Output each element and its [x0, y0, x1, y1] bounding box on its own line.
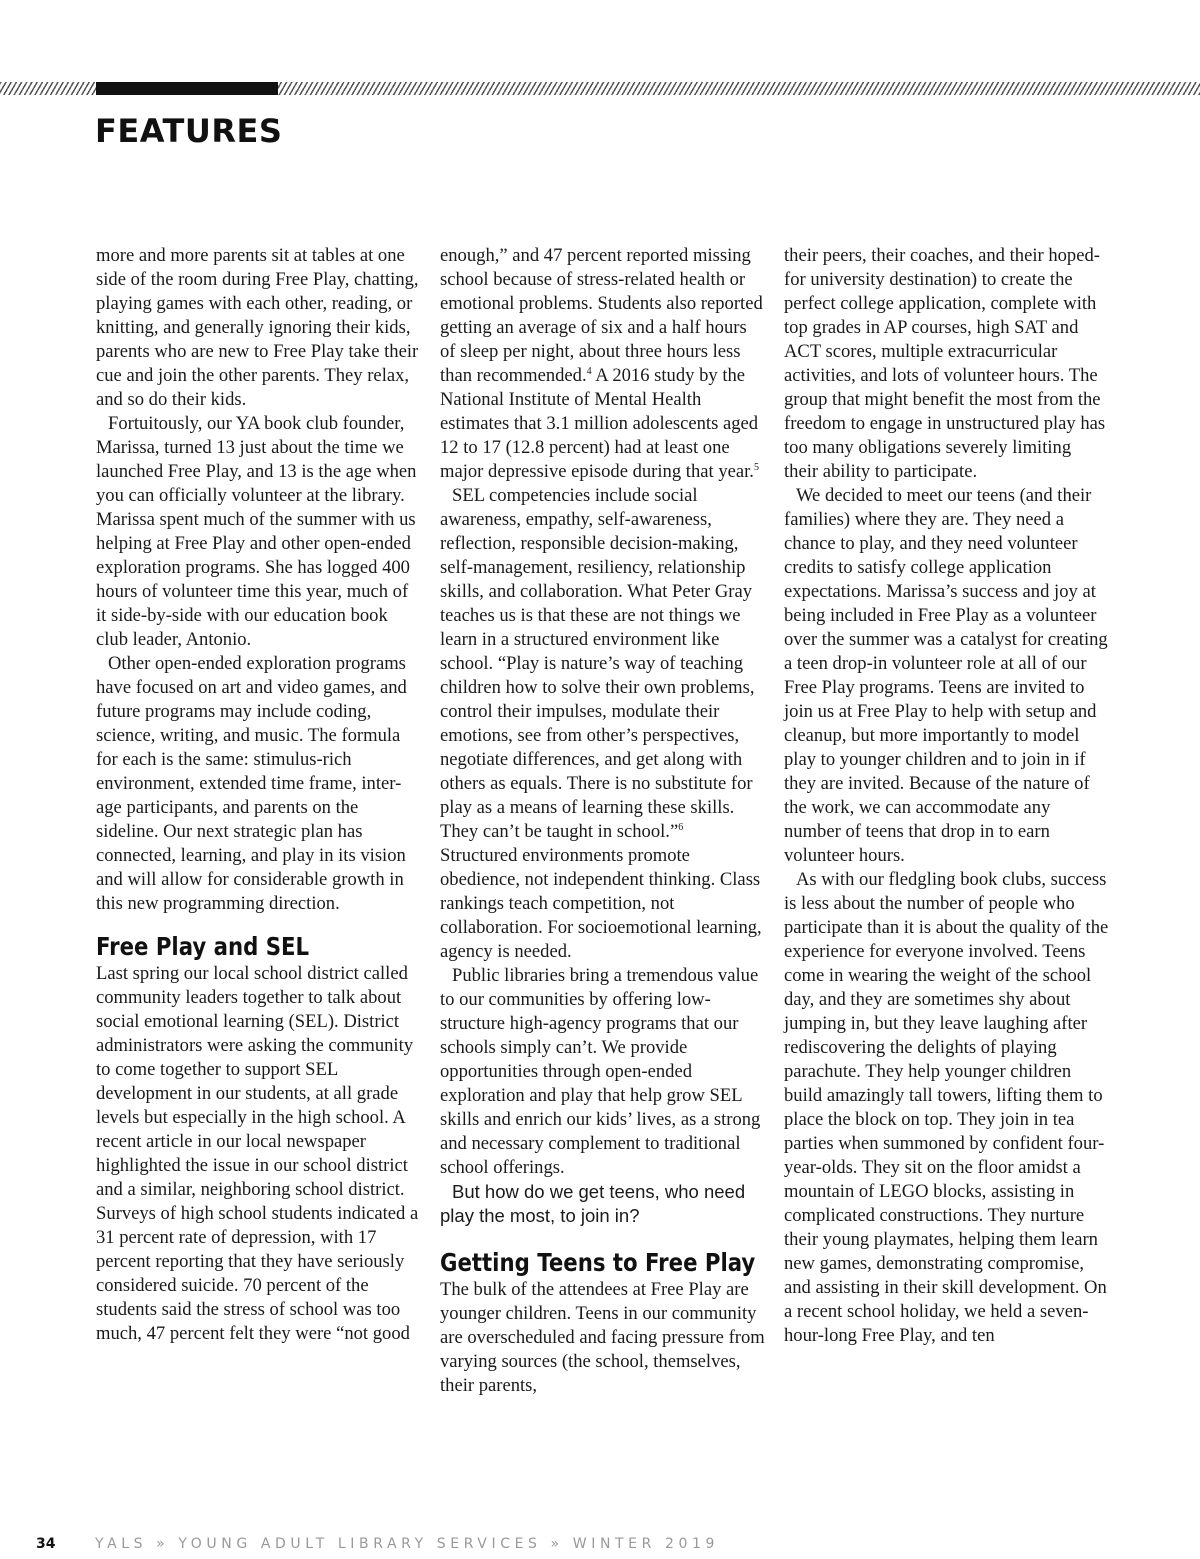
- paragraph: But how do we get teens, who need play the most, to join in?: [440, 1181, 746, 1226]
- paragraph: As with our fledgling book clubs, success is less about the number of people who participate than it is about the quality of the experience for everyone involved. Teens come in wearing the weight of the school day, and they are sometimes shy about jumping in, but they leave laughing after rediscovering the delights of playing parachute. They help younger children build amazingly tall towers, lifting them to place the block on top. They join in tea parties when summoned by confident four-year-olds. They sit on the floor amidst a mountain of LEGO blocks, assisting in complicated constructions. They nurture their young playmates, helping them learn new games, demonstrating compromise, and assisting in their skill development. On a recent school holiday, we held a seven-hour-long Free Play, and ten: [784, 869, 1109, 1346]
- paragraph: Fortuitously, our YA book club founder, Marissa, turned 13 just about the time we launched Free Play, and 13 is the age when you can officially volunteer at the library. Marissa spent much of the summer with us helping at Free Play and other open-ended exploration programs. She has logged 400 hours of volunteer time this year, much of it side-by-side with our education book club leader, Antonio.: [96, 413, 417, 650]
- text-run: A 2016 study by the National Institute of Mental Health estimates that 3.1 million adolescents aged 12 to 17 (12.8 percent) had at least one major depressive episode during that year.: [440, 365, 759, 482]
- footnote-ref: 5: [753, 461, 759, 473]
- text-column-3: [784, 244, 1109, 1348]
- paragraph: The bulk of the attendees at Free Play are younger children. Teens in our community are overscheduled and facing pressure from varying sources (the school, themselves, their parents,: [440, 1279, 765, 1396]
- footnote-ref: 4: [586, 365, 592, 377]
- paragraph: Public libraries bring a tremendous value to our communities by offering low-structure high-agency programs that our schools simply can’t. We provide opportunities through open-ended exploration and play that help grow SEL skills and enrich our kids’ lives, as a strong and necessary complement to traditional school offerings.: [440, 965, 761, 1178]
- page-number: 34: [36, 1536, 56, 1552]
- footnote-ref: 6: [678, 821, 684, 833]
- text-run: Structured environments promote obedience, not independent thinking. Class rankings teach competition, not collaboration. For socioemotional learning, agency is needed.: [440, 845, 762, 962]
- section-heading-free-play-sel: Free Play and SEL: [96, 932, 310, 961]
- page-footer: [36, 1536, 1200, 1556]
- text-column-1: [96, 244, 421, 1346]
- paragraph: their peers, their coaches, and their hoped-for university destination) to create the perfect college application, complete with top grades in AP courses, high SAT and ACT scores, multiple extracurricular activities, and lots of volunteer hours. The group that might benefit the most from the freedom to engage in unstructured play has too many obligations severely limiting their ability to participate.: [784, 245, 1106, 482]
- paragraph: Other open-ended exploration programs have focused on art and video games, and future programs may include coding, science, writing, and music. The formula for each is the same: stimulus-rich environment, extended time frame, inter-age participants, and parents on the sideline. Our next strategic plan has connected, learning, and play in its vision and will allow for considerable growth in this new programming direction.: [96, 653, 407, 914]
- text-run: enough,” and 47 percent reported missing school because of stress-related health or emotional problems. Students also reported getting an average of six and a half hours of sleep per night, about three hours less than recommended.: [440, 245, 763, 386]
- paragraph: Last spring our local school district called community leaders together to talk about social emotional learning (SEL). District administrators were asking the community to come together to support SEL development in our students, at all grade levels but especially in the high school. A recent article in our local newspaper highlighted the issue in our school district and a similar, neighboring school district. Surveys of high school students indicated a 31 percent rate of depression, with 17 percent reporting that they have seriously considered suicide. 70 percent of the students said the stress of school was too much, 47 percent felt they were “not good: [96, 963, 419, 1344]
- text-column-2: [440, 244, 765, 1398]
- paragraph: [440, 484, 765, 964]
- running-head: YALS » YOUNG ADULT LIBRARY SERVICES » WINTER 2019: [95, 1536, 720, 1552]
- paragraph: We decided to meet our teens (and their families) where they are. They need a chance to play, and they need volunteer credits to satisfy college application expectations. Marissa’s success and joy at being included in Free Play as a volunteer over the summer was a catalyst for creating a teen drop-in volunteer role at all of our Free Play programs. Teens are invited to join us at Free Play to help with setup and cleanup, but more importantly to model play to younger children and to join in if they are invited. Because of the nature of the work, we can accommodate any number of teens that drop in to earn volunteer hours.: [784, 485, 1108, 866]
- section-label: FEATURES: [95, 112, 283, 150]
- paragraph: [440, 244, 765, 484]
- section-heading-getting-teens: Getting Teens to Free Play: [440, 1248, 756, 1277]
- paragraph: more and more parents sit at tables at one side of the room during Free Play, chatting, playing games with each other, reading, or knitting, and generally ignoring their kids, parents who are new to Free Play take their cue and join the other parents. They relax, and so do their kids.: [96, 245, 419, 410]
- text-run: SEL competencies include social awareness, empathy, self-awareness, reflection, responsible decision-making, self-management, resiliency, relationship skills, and collaboration. What Peter Gray teaches us is that these are not things we learn in a structured environment like school. “Play is nature’s way of teaching children how to solve their own problems, control their impulses, modulate their emotions, see from other’s perspectives, negotiate differences, and get along with others as equals. There is no substitute for play as a means of learning these skills. They can’t be taught in school.”: [440, 485, 755, 842]
- header-accent-bar: [96, 82, 278, 95]
